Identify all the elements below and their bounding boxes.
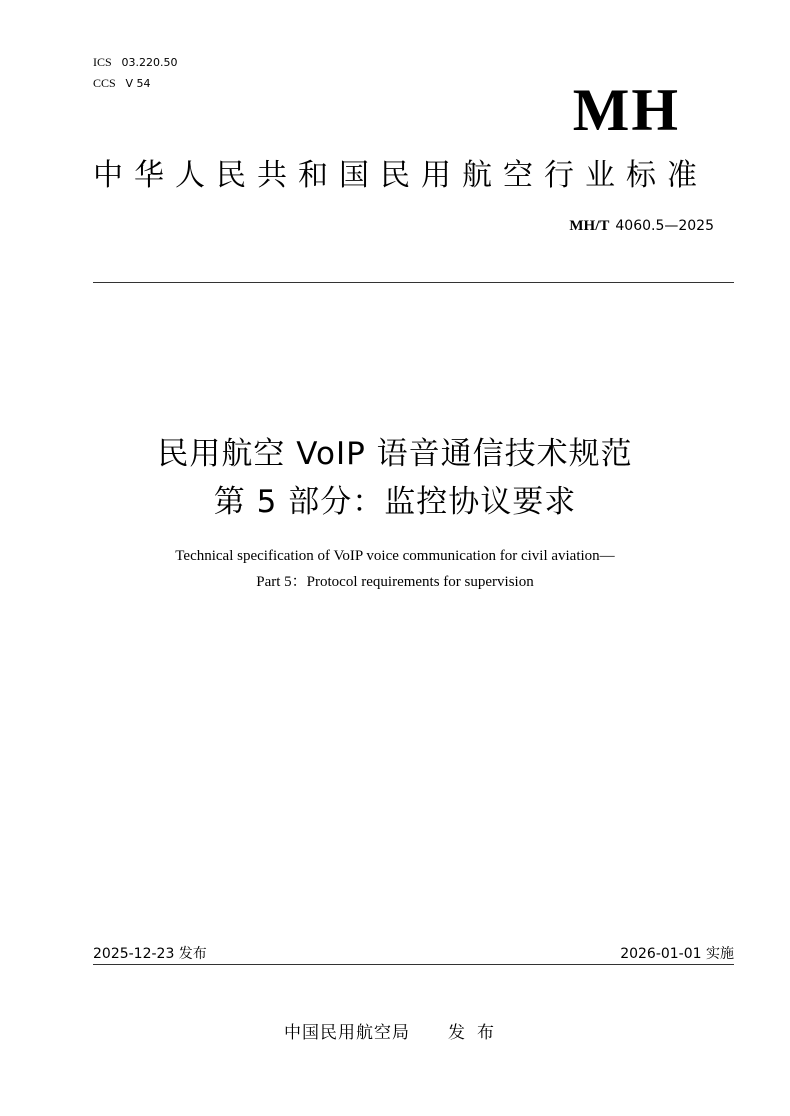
implementation-date: 2026-01-01 实施 <box>620 946 734 962</box>
footer-divider <box>93 964 734 965</box>
ccs-code: V 54 <box>125 77 151 90</box>
title-cn-line2: 第 5 部分：监控协议要求 <box>213 484 577 520</box>
ics-label: ICS <box>93 55 112 69</box>
standard-number-prefix: MH/T <box>569 218 610 234</box>
title-cn-line1: 民用航空 VoIP 语音通信技术规范 <box>157 436 633 472</box>
standard-logo: MH <box>572 77 680 143</box>
publish-action: 发布 <box>448 1023 506 1043</box>
standard-number-value: 4060.5—2025 <box>615 218 714 234</box>
ccs-label: CCS <box>93 76 116 90</box>
ics-code: 03.220.50 <box>121 56 178 69</box>
publisher-line <box>0 1018 790 1043</box>
header-divider <box>93 282 734 283</box>
issue-date: 2025-12-23 发布 <box>93 946 207 962</box>
standard-number <box>569 218 714 235</box>
publisher-name: 中国民用航空局 <box>284 1023 410 1043</box>
ics-line <box>93 55 178 70</box>
standard-category: 中华人民共和国民用航空行业标准 <box>93 158 708 193</box>
ccs-line <box>93 76 151 91</box>
title-en-line2: Part 5：Protocol requirements for supervision <box>256 574 534 590</box>
title-en-line1: Technical specification of VoIP voice communication for civil aviation— <box>175 548 615 564</box>
